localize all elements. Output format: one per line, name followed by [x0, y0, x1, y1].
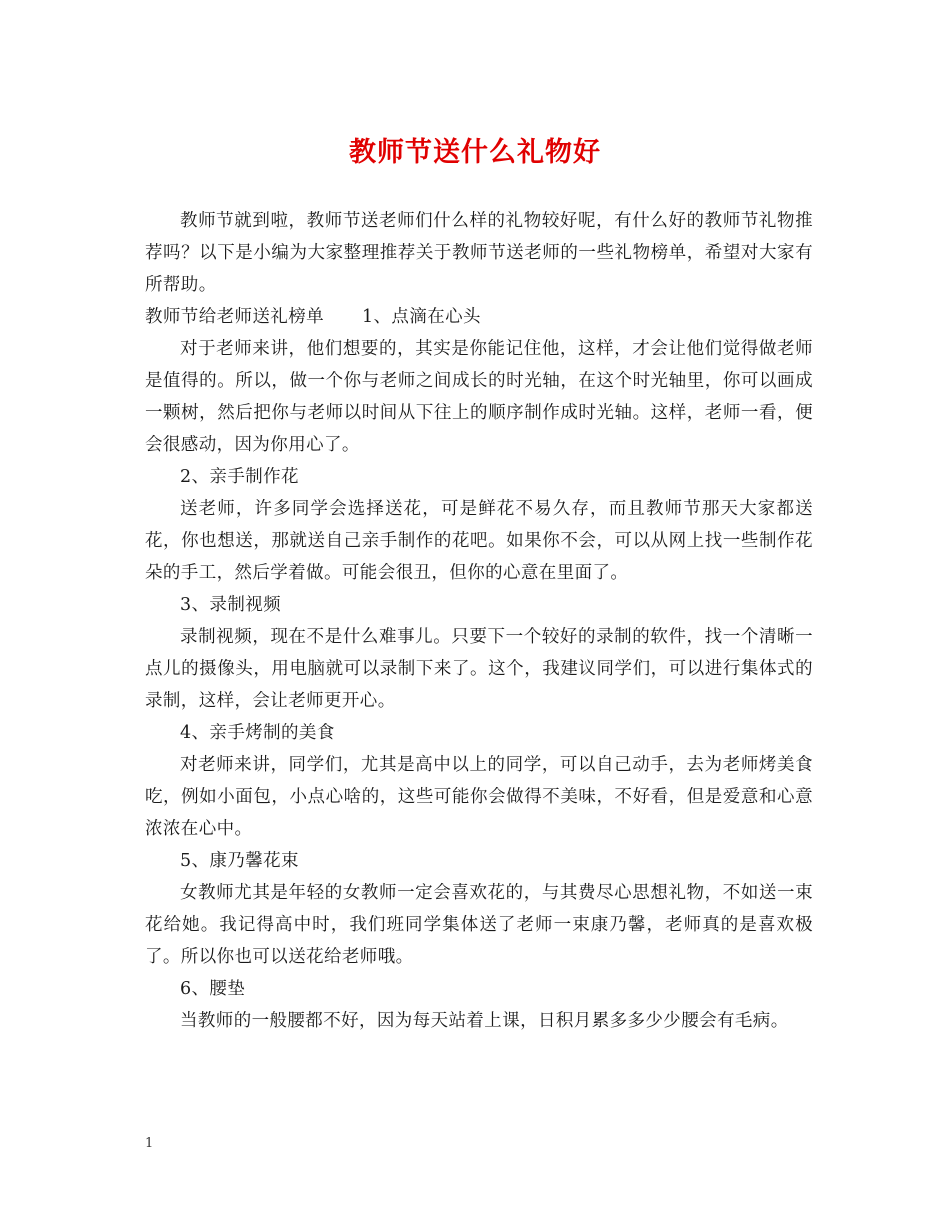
item-5-heading: 5、康乃馨花束 [180, 851, 299, 871]
page-title: 教师节送什么礼物好 [349, 137, 601, 168]
item-2-heading: 2、亲手制作花 [180, 467, 299, 487]
item-3-text: 录制视频，现在不是什么难事儿。只要下一个较好的录制的软件，找一个清晰一点儿的摄像头，用电脑就可以录制下来了。这个，我建议同学们，可以进行集体式的录制，这样，会让老师更开心。 [145, 627, 813, 711]
list-heading-line [145, 301, 813, 333]
intro-paragraph: 教师节就到啦，教师节送老师们什么样的礼物较好呢，有什么好的教师节礼物推荐吗？以下是小编为大家整理推荐关于教师节送老师的一些礼物榜单，希望对大家有所帮助。 [145, 211, 813, 295]
document-body [145, 205, 813, 1037]
item-1-heading: 1、点滴在心头 [362, 307, 481, 327]
item-1-text: 对于老师来讲，他们想要的，其实是你能记住他，这样，才会让他们觉得做老师是值得的。所以，做一个你与老师之间成长的时光轴，在这个时光轴里，你可以画成一颗树，然后把你与老师以时间从下往上的顺序制作成时光轴。这样，老师一看，便会很感动，因为你用心了。 [145, 339, 813, 455]
item-4-heading: 4、亲手烤制的美食 [180, 723, 335, 743]
item-6-text: 当教师的一般腰都不好，因为每天站着上课，日积月累多多少少腰会有毛病。 [180, 1011, 789, 1031]
list-title: 教师节给老师送礼榜单 [145, 307, 324, 327]
item-3-heading: 3、录制视频 [180, 595, 282, 615]
item-2-text: 送老师，许多同学会选择送花，可是鲜花不易久存，而且教师节那天大家都送花，你也想送，那就送自己亲手制作的花吧。如果你不会，可以从网上找一些制作花朵的手工，然后学着做。可能会很丑，但你的心意在里面了。 [145, 499, 813, 583]
item-5-text: 女教师尤其是年轻的女教师一定会喜欢花的，与其费尽心思想礼物，不如送一束花给她。我记得高中时，我们班同学集体送了老师一束康乃馨，老师真的是喜欢极了。所以你也可以送花给老师哦。 [145, 883, 813, 967]
item-6-heading: 6、腰垫 [180, 979, 246, 999]
page-number: 1 [145, 1136, 154, 1151]
item-4-text: 对老师来讲，同学们，尤其是高中以上的同学，可以自己动手，去为老师烤美食吃，例如小面包，小点心啥的，这些可能你会做得不美味，不好看，但是爱意和心意浓浓在心中。 [145, 755, 813, 839]
